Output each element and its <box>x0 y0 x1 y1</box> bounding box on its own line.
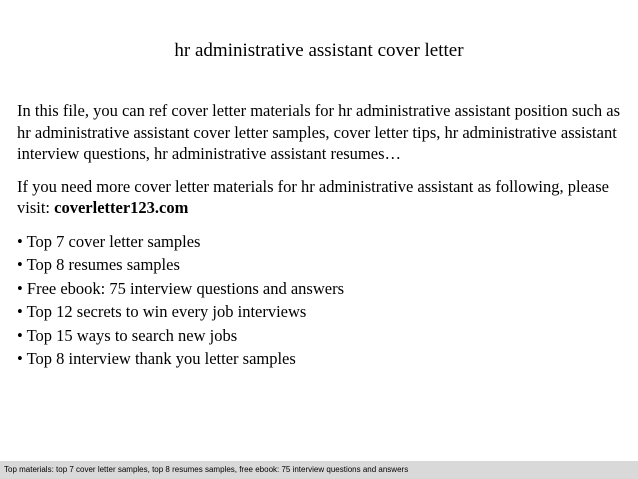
footer-bar: Top materials: top 7 cover letter samples, top 8 resumes samples, free ebook: 75 interview questions and answers <box>0 461 638 479</box>
more-materials-paragraph <box>17 176 623 219</box>
list-item: • Top 8 interview thank you letter samples <box>17 349 296 368</box>
page-title: hr administrative assistant cover letter <box>174 40 464 61</box>
list-item: • Free ebook: 75 interview questions and answers <box>17 278 344 298</box>
list-item: • Top 8 resumes samples <box>17 255 180 274</box>
intro-paragraph: In this file, you can ref cover letter materials for hr administrative assistant position such as hr administrative assistant cover letter samples, cover letter tips, hr administrative assistant interview questions, hr administrative assistant resumes… <box>17 101 620 163</box>
more-materials-text: If you need more cover letter materials for hr administrative assistant as following, please visit: <box>17 176 609 217</box>
slide-content <box>17 100 623 371</box>
list-item: • Top 7 cover letter samples <box>17 231 201 251</box>
website-link[interactable]: coverletter123.com <box>54 198 189 217</box>
materials-list <box>17 230 623 371</box>
list-item: • Top 12 secrets to win every job interviews <box>17 302 307 321</box>
list-item: • Top 15 ways to search new jobs <box>17 325 238 345</box>
